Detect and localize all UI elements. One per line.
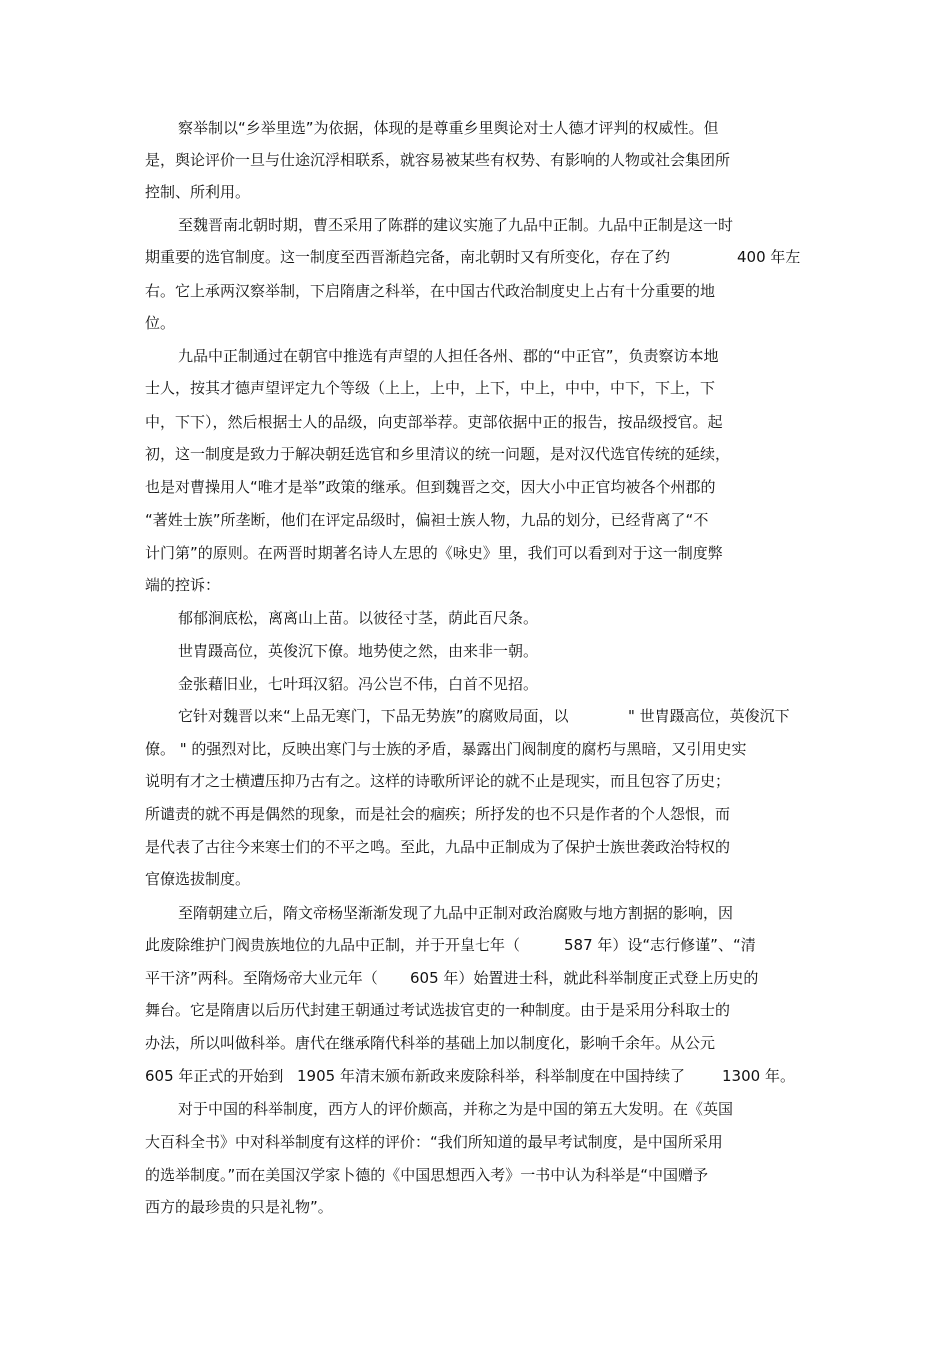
text-line: 僚。 " 的强烈对比，反映出寒门与士族的矛盾，暴露出门阀制度的腐朽与黑暗，又引用史实	[145, 740, 747, 758]
text-line: 说明有才之士横遭压抑乃古有之。这样的诗歌所评论的就不止是现实，而且包容了历史；	[145, 772, 731, 790]
text-line: 1905 年清末颁布新政来废除科举，科举制度在中国持续了	[297, 1067, 685, 1085]
text-line: 右。它上承两汉察举制，下启隋唐之科举，在中国古代政治制度史上占有十分重要的地	[145, 282, 716, 300]
text-line: 计门第”的原则。在两晋时期著名诗人左思的《咏史》里，我们可以看到对于这一制度弊	[145, 544, 723, 562]
text-line: 察举制以“乡举里选”为依据，体现的是尊重乡里舆论对士人德才评判的权威性。但	[178, 119, 719, 137]
text-line: 是，舆论评价一旦与仕途沉浮相联系，就容易被某些有权势、有影响的人物或社会集团所	[145, 151, 731, 169]
text-line: 的选举制度。”而在美国汉学家卜德的《中国思想西入考》一书中认为科举是“中国赠予	[145, 1166, 709, 1184]
text-line: 办法，所以叫做科举。唐代在继承隋代科举的基础上加以制度化，影响千余年。从公元	[145, 1034, 716, 1052]
poem-line: 金张藉旧业，七叶珥汉貂。冯公岂不伟，白首不见招。	[178, 675, 539, 693]
text-line: 士人，按其才德声望评定九个等级（上上，上中，上下，中上，中中，中下，下上，下	[145, 379, 716, 397]
text-line: 西方的最珍贵的只是礼物”。	[145, 1198, 333, 1216]
text-line: “著姓士族”所垄断，他们在评定品级时，偏袒士族人物，九品的划分，已经背离了“不	[145, 511, 709, 529]
text-line: 中，下下），然后根据士人的品级，向吏部举荐。吏部依据中正的报告，按品级授官。起	[145, 413, 723, 431]
text-line: 也是对曹操用人“唯才是举”政策的继承。但到魏晋之交，因大小中正官均被各个州郡的	[145, 478, 716, 496]
text-line: 端的控诉：	[145, 576, 221, 594]
text-line: 官僚选拔制度。	[145, 870, 251, 888]
text-line: 对于中国的科举制度，西方人的评价颇高，并称之为是中国的第五大发明。在《英国	[178, 1100, 734, 1118]
text-line: 平干济”两科。至隋炀帝大业元年（	[145, 969, 378, 987]
text-line: 605 年正式的开始到	[145, 1067, 284, 1085]
text-line: 所谴责的就不再是偶然的现象，而是社会的痼疾；所抒发的也不只是作者的个人怨恨，而	[145, 805, 731, 823]
text-line: 位。	[145, 314, 176, 332]
text-line: 舞台。它是隋唐以后历代封建王朝通过考试选拔官吏的一种制度。由于是采用分科取士的	[145, 1001, 731, 1019]
text-line: 至魏晋南北朝时期，曹丕采用了陈群的建议实施了九品中正制。九品中正制是这一时	[178, 216, 734, 234]
poem-line: 郁郁涧底松，离离山上苗。以彼径寸茎，荫此百尺条。	[178, 609, 539, 627]
text-line: 初，这一制度是致力于解决朝廷选官和乡里清议的统一问题，是对汉代选官传统的延续，	[145, 445, 731, 463]
text-line: 期重要的选官制度。这一制度至西晋渐趋完备，南北朝时又有所变化，存在了约	[145, 248, 671, 266]
text-line: 九品中正制通过在朝官中推选有声望的人担任各州、郡的“中正官”，负责察访本地	[178, 347, 719, 365]
text-line: 是代表了古往今来寒士们的不平之鸣。至此，九品中正制成为了保护士族世袭政治特权的	[145, 838, 731, 856]
text-line: 1300 年。	[722, 1067, 795, 1085]
text-line: " 世胄蹑高位，英俊沉下	[628, 707, 790, 725]
text-line: 400 年左	[737, 248, 801, 266]
text-line: 大百科全书》中对科举制度有这样的评价：“我们所知道的最早考试制度，是中国所采用	[145, 1133, 723, 1151]
text-line: 587 年）设“志行修谨”、“清	[564, 936, 756, 954]
text-line: 此废除维护门阀贵族地位的九品中正制，并于开皇七年（	[145, 936, 521, 954]
poem-line: 世胄蹑高位，英俊沉下僚。地势使之然，由来非一朝。	[178, 642, 539, 660]
text-line: 控制、所利用。	[145, 183, 251, 201]
text-line: 它针对魏晋以来“上品无寒门，下品无势族”的腐败局面，以	[178, 707, 569, 725]
text-line: 605 年）始置进士科，就此科举制度正式登上历史的	[410, 969, 759, 987]
text-line: 至隋朝建立后，隋文帝杨坚渐渐发现了九品中正制对政治腐败与地方割据的影响，因	[178, 904, 734, 922]
